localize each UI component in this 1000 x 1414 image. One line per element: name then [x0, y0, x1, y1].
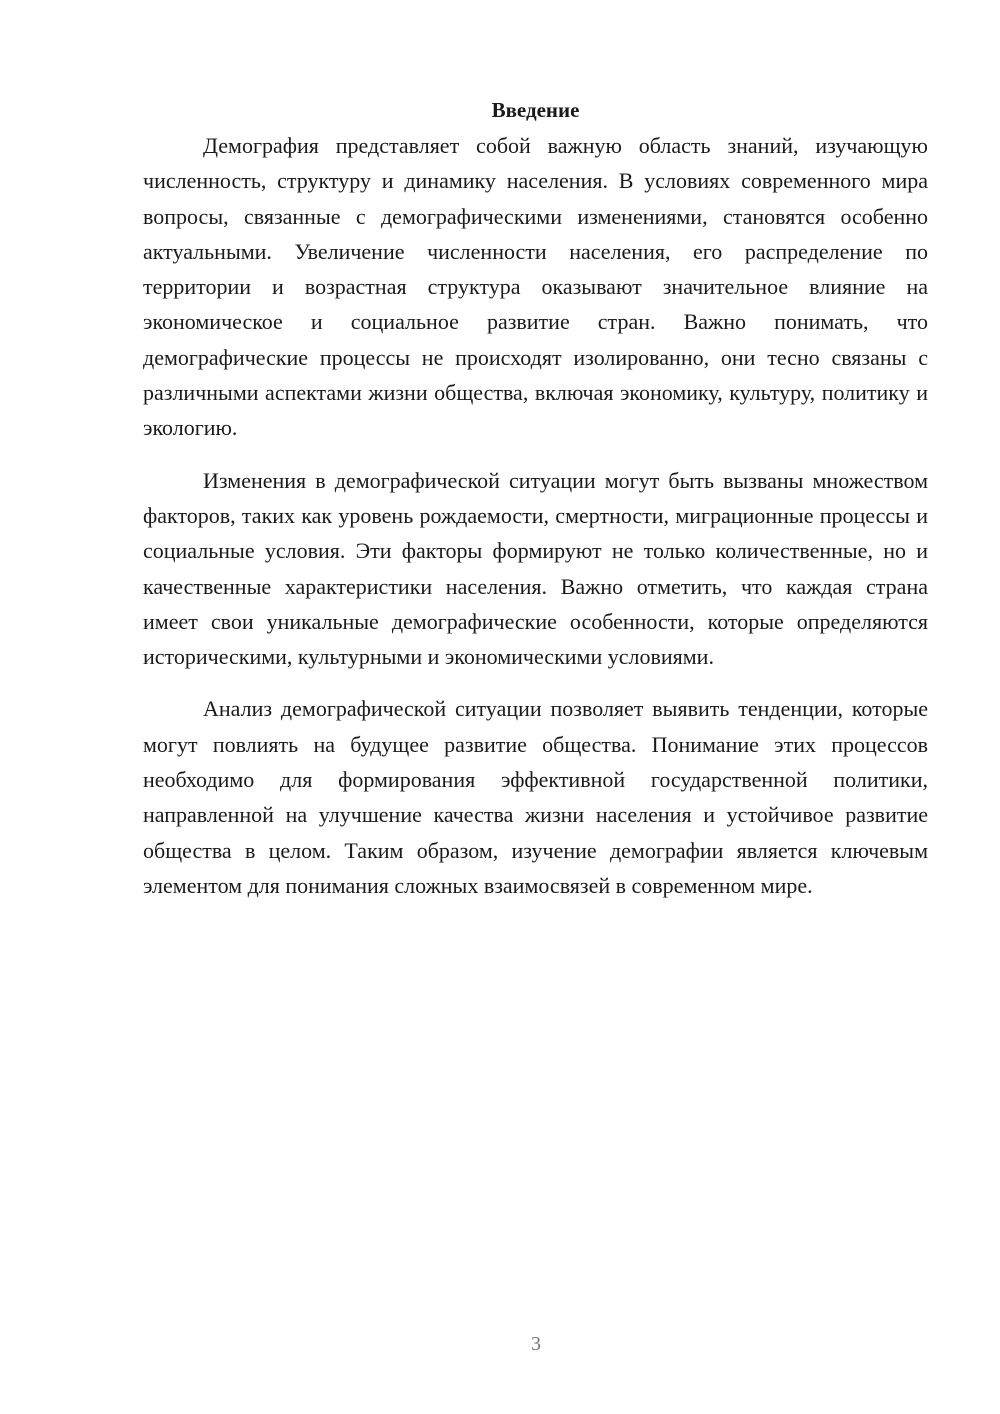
section-heading: Введение	[491, 98, 580, 122]
paragraph-3: Анализ демографической ситуации позволяет выявить тенденции, которые могут повлиять на будущее развитие общества. Понимание этих процессов необходимо для формирования эффективной государственной политики, направленной на улучшение качества жизни населения и устойчивое развитие общества в целом. Таким образом, изучение демографии является ключевым элементом для понимания сложных взаимосвязей в современном мире.	[143, 696, 928, 898]
paragraph-1: Демография представляет собой важную область знаний, изучающую численность, структуру и динамику населения. В условиях современного мира вопросы, связанные с демографическими изменениями, становятся особенно актуальными. Увеличение численности населения, его распределение по территории и возрастная структура оказывают значительное влияние на экономическое и социальное развитие стран. Важно понимать, что демографические процессы не происходят изолированно, они тесно связаны с различными аспектами жизни общества, включая экономику, культуру, политику и экологию.	[143, 133, 928, 441]
page-content	[143, 92, 928, 903]
page-number: 3	[531, 1333, 541, 1355]
paragraph-2: Изменения в демографической ситуации могут быть вызваны множеством факторов, таких как уровень рождаемости, смертности, миграционные процессы и социальные условия. Эти факторы формируют не только количественные, но и качественные характеристики населения. Важно отметить, что каждая страна имеет свои уникальные демографические особенности, которые определяются историческими, культурными и экономическими условиями.	[143, 467, 928, 670]
